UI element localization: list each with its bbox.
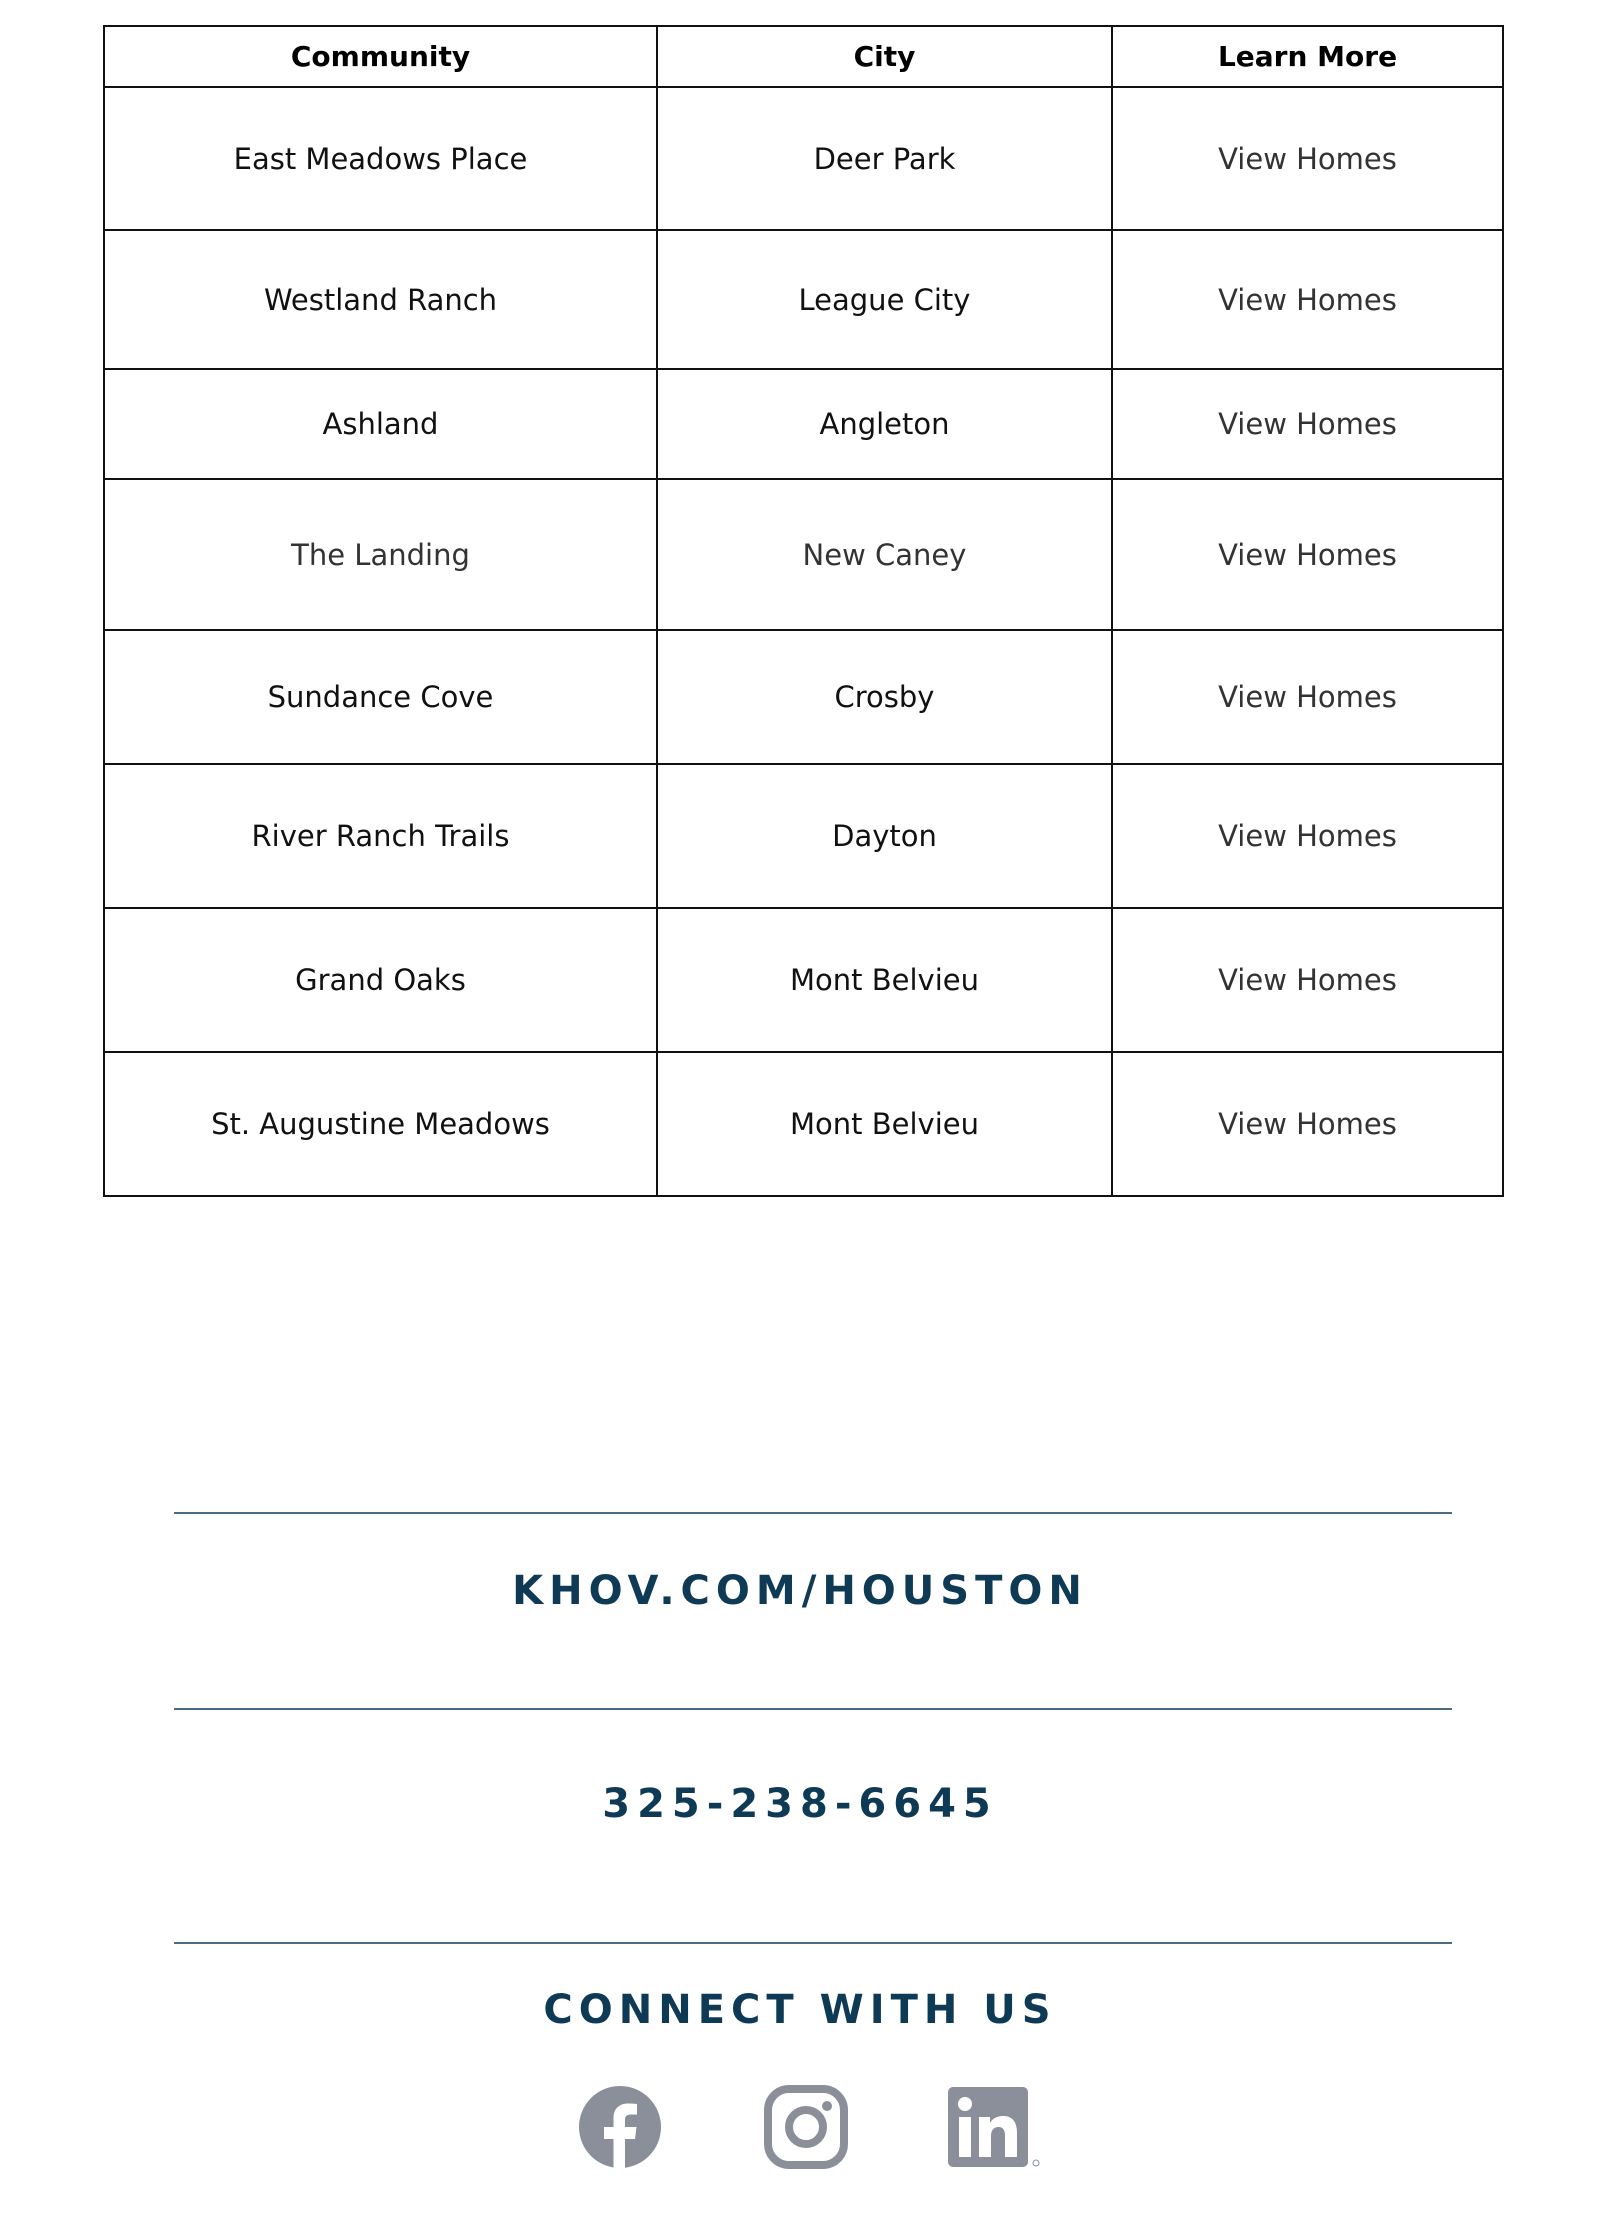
table-row [104,1052,1503,1196]
phone-link[interactable]: 325-238-6645 [602,1781,998,1827]
learn-more-cell [1112,630,1503,764]
communities-table [103,25,1504,1197]
community-cell: Ashland [104,369,657,479]
divider-middle [174,1708,1452,1710]
table-row [104,908,1503,1052]
table-row [104,369,1503,479]
learn-more-cell [1112,1052,1503,1196]
city-cell: Mont Belvieu [657,908,1112,1052]
divider-bottom [174,1942,1452,1944]
column-header-city: City [657,26,1112,87]
community-cell: The Landing [104,479,657,630]
city-cell: New Caney [657,479,1112,630]
city-cell: Deer Park [657,87,1112,230]
community-cell: River Ranch Trails [104,764,657,908]
table-row [104,87,1503,230]
instagram-icon[interactable] [764,2085,848,2169]
city-cell: Mont Belvieu [657,1052,1112,1196]
view-homes-link[interactable]: View Homes [1218,680,1397,714]
linkedin-icon[interactable] [948,2085,1032,2169]
table-row [104,479,1503,630]
view-homes-link[interactable]: View Homes [1218,282,1397,317]
learn-more-cell [1112,369,1503,479]
table-row [104,230,1503,369]
learn-more-cell [1112,479,1503,630]
community-cell: Westland Ranch [104,230,657,369]
website-link[interactable]: KHOV.COM/HOUSTON [512,1568,1088,1614]
community-cell: East Meadows Place [104,87,657,230]
website-row [0,1568,1600,1614]
learn-more-cell [1112,764,1503,908]
city-cell: Dayton [657,764,1112,908]
learn-more-cell [1112,87,1503,230]
communities-table-container [103,25,1502,1197]
facebook-icon[interactable] [578,2085,662,2169]
phone-row [0,1781,1600,1827]
connect-heading: CONNECT WITH US [543,1987,1057,2033]
table-header-row [104,26,1503,87]
column-header-community: Community [104,26,657,87]
community-cell: Grand Oaks [104,908,657,1052]
column-header-learn-more: Learn More [1112,26,1503,87]
learn-more-cell [1112,230,1503,369]
table-row [104,764,1503,908]
view-homes-link[interactable]: View Homes [1218,963,1397,997]
community-cell: Sundance Cove [104,630,657,764]
community-cell: St. Augustine Meadows [104,1052,657,1196]
table-row [104,630,1503,764]
view-homes-link[interactable]: View Homes [1218,1107,1397,1141]
view-homes-link[interactable]: View Homes [1218,819,1397,853]
view-homes-link[interactable]: View Homes [1218,537,1397,572]
divider-top [174,1512,1452,1514]
city-cell: Angleton [657,369,1112,479]
view-homes-link[interactable]: View Homes [1218,407,1397,441]
city-cell: Crosby [657,630,1112,764]
view-homes-link[interactable]: View Homes [1218,141,1397,176]
learn-more-cell [1112,908,1503,1052]
city-cell: League City [657,230,1112,369]
